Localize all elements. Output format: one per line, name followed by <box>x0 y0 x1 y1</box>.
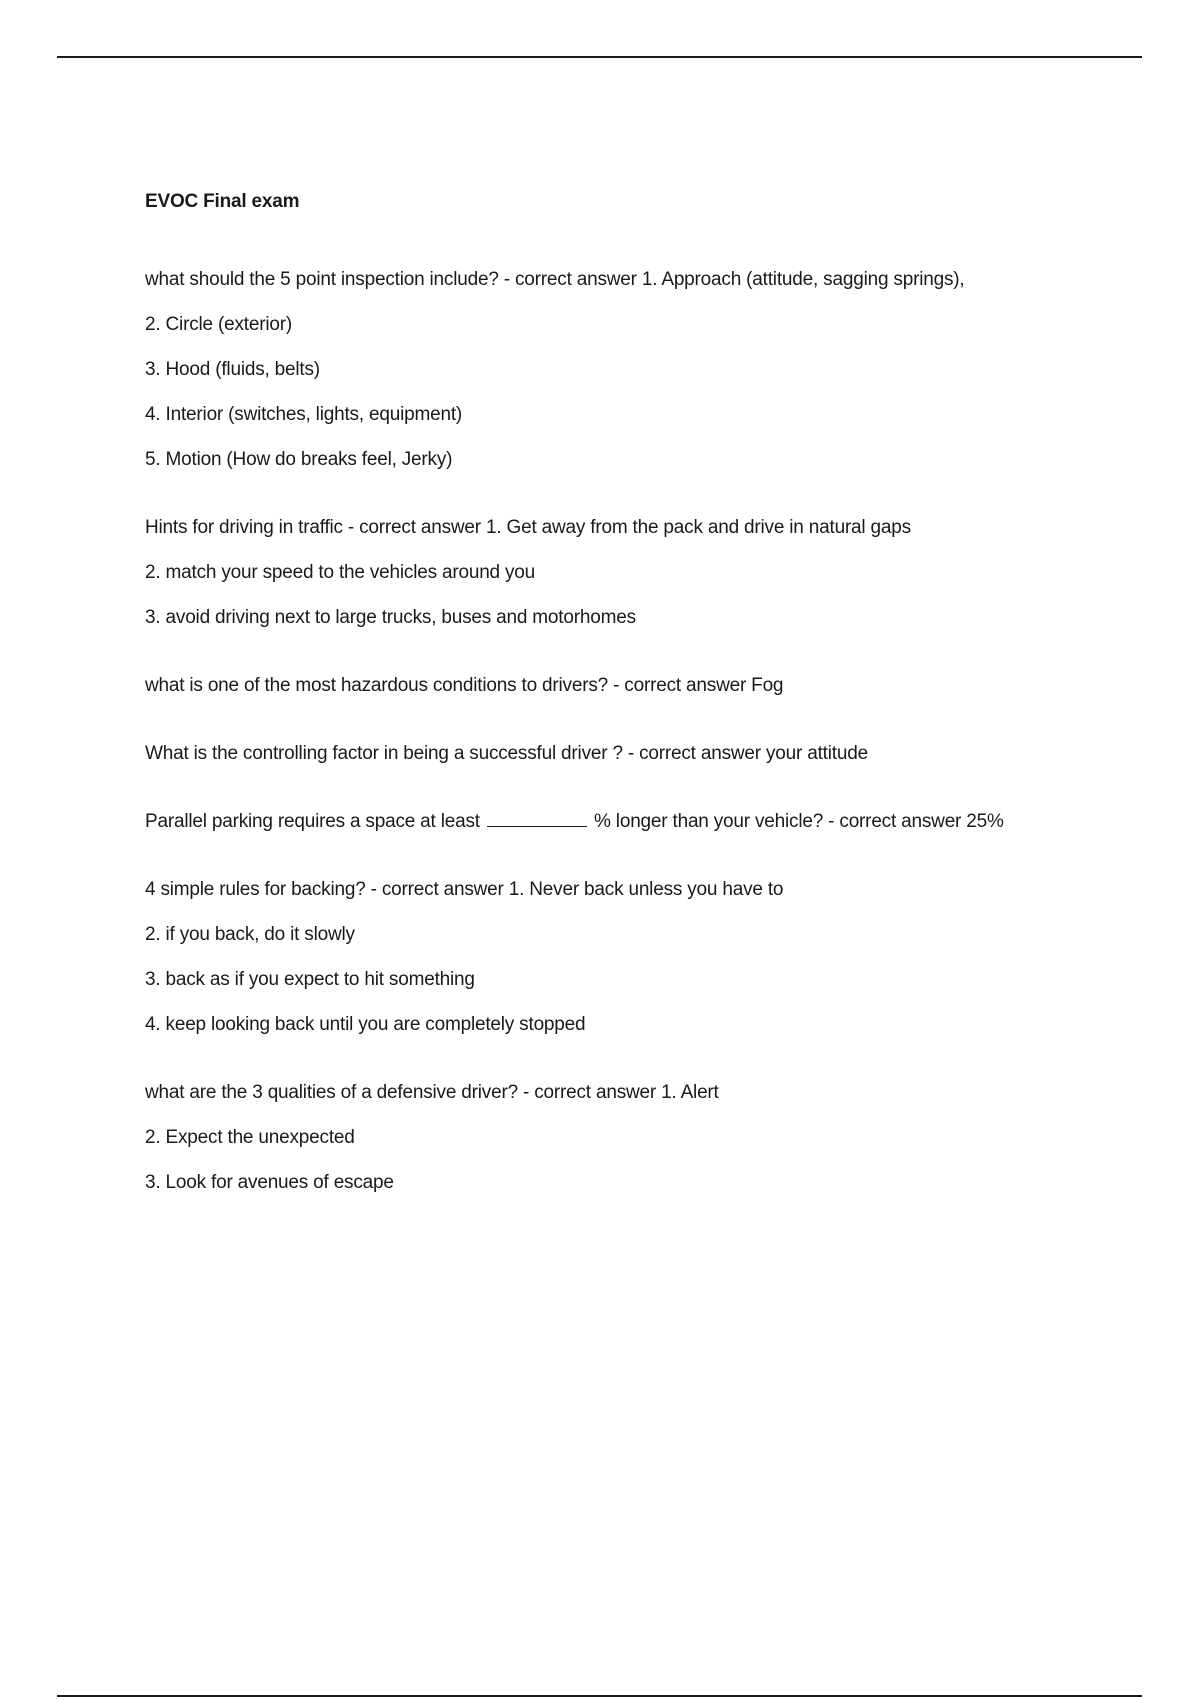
qa-line: 5. Motion (How do breaks feel, Jerky) <box>145 449 453 470</box>
parallel-text-after: % longer than your vehicle? - correct answer 25% <box>594 811 1004 832</box>
qa-controlling-factor <box>145 742 1125 766</box>
qa-line: 2. Circle (exterior) <box>145 314 292 335</box>
qa-line: 2. Expect the unexpected <box>145 1127 355 1148</box>
bottom-rule <box>57 1695 1142 1697</box>
qa-line: 2. if you back, do it slowly <box>145 924 355 945</box>
qa-line: 3. avoid driving next to large trucks, buses and motorhomes <box>145 607 636 628</box>
qa-line: what is one of the most hazardous conditions to drivers? - correct answer Fog <box>145 675 784 696</box>
qa-line: 3. Hood (fluids, belts) <box>145 359 320 380</box>
fill-in-blank <box>487 812 587 827</box>
top-rule <box>57 56 1142 58</box>
document-body <box>145 190 1125 1239</box>
qa-line <box>145 810 1125 834</box>
qa-line: 4. Interior (switches, lights, equipment) <box>145 404 463 425</box>
qa-line: what are the 3 qualities of a defensive driver? - correct answer 1. Alert <box>145 1082 719 1103</box>
document-title: EVOC Final exam <box>145 191 300 212</box>
qa-line: 4. keep looking back until you are completely stopped <box>145 1014 586 1035</box>
qa-hazardous <box>145 674 1125 698</box>
qa-line: what should the 5 point inspection include? - correct answer 1. Approach (attitude, sagging springs), <box>145 269 965 290</box>
qa-defensive-driver <box>145 1081 1125 1195</box>
qa-line: What is the controlling factor in being a successful driver ? - correct answer your attitude <box>145 743 868 764</box>
qa-line: 3. Look for avenues of escape <box>145 1172 394 1193</box>
qa-inspection <box>145 268 1125 472</box>
qa-parallel-parking <box>145 810 1125 834</box>
qa-line: 2. match your speed to the vehicles around you <box>145 562 536 583</box>
qa-line: 3. back as if you expect to hit something <box>145 969 475 990</box>
qa-line: Hints for driving in traffic - correct answer 1. Get away from the pack and drive in natural gaps <box>145 517 911 538</box>
parallel-text-before: Parallel parking requires a space at least <box>145 811 480 832</box>
qa-traffic <box>145 516 1125 630</box>
qa-backing <box>145 878 1125 1037</box>
qa-line: 4 simple rules for backing? - correct answer 1. Never back unless you have to <box>145 879 784 900</box>
